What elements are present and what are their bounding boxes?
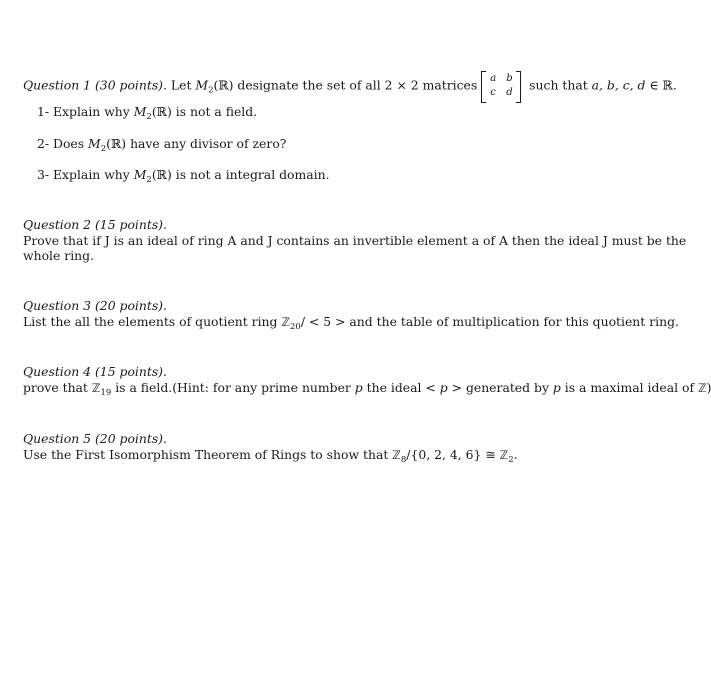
question-1-item-3	[37, 167, 330, 185]
q1-item3-m: M	[133, 167, 147, 182]
q5-ring: ℤ	[392, 448, 401, 462]
matrix-right-bracket	[516, 71, 521, 103]
q1-m2r: M	[195, 77, 209, 93]
q1-item1-ring: (ℝ)	[151, 104, 172, 119]
matrix-entry-c: c	[490, 87, 496, 98]
matrix-left-bracket	[481, 71, 486, 103]
q4-p2: p	[552, 380, 561, 395]
q1-item2-ring: (ℝ)	[106, 136, 127, 151]
q1-item3-ring: (ℝ)	[151, 167, 172, 182]
q1-item1-m: M	[133, 104, 147, 119]
question-1-statement	[23, 71, 677, 101]
q1-dims: 2 × 2	[384, 77, 419, 93]
q4-ring-sub: 19	[100, 388, 112, 398]
q5-set: /{0, 2, 4, 6} ≅	[406, 447, 500, 462]
q1-item2-suffix: have any divisor of zero?	[126, 136, 287, 151]
q3-prefix: List the all the elements of quotient ring	[23, 314, 282, 329]
q4-mid4: is a maximal ideal of	[560, 380, 698, 395]
q4-ideal: < p >	[425, 380, 462, 395]
q1-text-a: Let	[166, 77, 196, 93]
q1-m2r-sub: 2	[208, 85, 214, 96]
q3-ring-sub: 20	[290, 322, 301, 332]
q1-item3-suffix: is not a integral domain.	[171, 167, 330, 182]
q1-text-b: designate the set of all	[233, 77, 385, 93]
question-3-body	[23, 314, 679, 330]
question-4-heading: Question 4 (15 points).	[23, 364, 167, 379]
question-2-heading: Question 2 (15 points).	[23, 217, 167, 232]
q1-item2-m: M	[88, 136, 101, 151]
question-5-heading: Question 5 (20 points).	[23, 431, 167, 446]
q4-mid: is a field.(Hint: for any prime number	[111, 380, 355, 395]
q4-prefix: prove that	[23, 380, 92, 395]
question-1-item-1	[37, 104, 258, 122]
q5-ring2: ℤ	[499, 448, 509, 462]
q1-text-c: matrices	[418, 77, 478, 93]
q4-ring: ℤ	[91, 381, 101, 395]
matrix-2x2	[481, 71, 521, 101]
q1-item1-m-sub: 2	[146, 112, 152, 122]
question-1-heading: Question 1 (30 points).	[23, 77, 167, 93]
q4-end: )	[706, 380, 711, 395]
q1-item2-m-sub: 2	[100, 144, 107, 154]
q3-ideal: / < 5 >	[300, 314, 346, 329]
question-5-body	[23, 447, 518, 463]
q1-item3-prefix: 3- Explain why	[37, 167, 134, 182]
question-4-body	[23, 380, 711, 396]
q1-text-d: such that	[525, 77, 592, 93]
q1-item1-suffix: is not a field.	[171, 104, 258, 119]
q5-ring2-sub: 2	[508, 455, 514, 465]
q4-z: ℤ	[697, 381, 707, 395]
q5-ring-sub: 8	[400, 455, 407, 465]
q4-mid3: generated by	[462, 380, 553, 395]
q1-item3-m-sub: 2	[146, 175, 152, 185]
question-3-heading: Question 3 (20 points).	[23, 298, 167, 313]
q1-reals: ℝ.	[662, 77, 677, 93]
q1-item1-prefix: 1- Explain why	[37, 104, 134, 119]
matrix-entry-a: a	[490, 73, 497, 84]
q1-vars: a, b, c, d	[591, 77, 646, 93]
q1-m2r-ring: (ℝ)	[213, 77, 234, 93]
q3-ring: ℤ	[281, 315, 290, 329]
matrix-entry-d: d	[506, 87, 513, 98]
question-1-item-2	[37, 136, 287, 154]
q3-suffix: and the table of multiplication for this quotient ring.	[345, 314, 679, 329]
q5-prefix: Use the First Isomorphism Theorem of Rings to show that	[23, 447, 393, 462]
q1-item2-prefix: 2- Does	[37, 136, 89, 151]
question-2-line-1: Prove that if J is an ideal of ring A and J contains an invertible element a of A then the ideal J must be the	[23, 233, 687, 248]
q4-mid2: the ideal	[362, 380, 426, 395]
matrix-entry-b: b	[506, 73, 513, 84]
q4-p: p	[354, 380, 363, 395]
q5-end: .	[513, 447, 518, 462]
q1-member: ∈	[645, 77, 663, 93]
question-2-line-2: whole ring.	[23, 248, 95, 263]
